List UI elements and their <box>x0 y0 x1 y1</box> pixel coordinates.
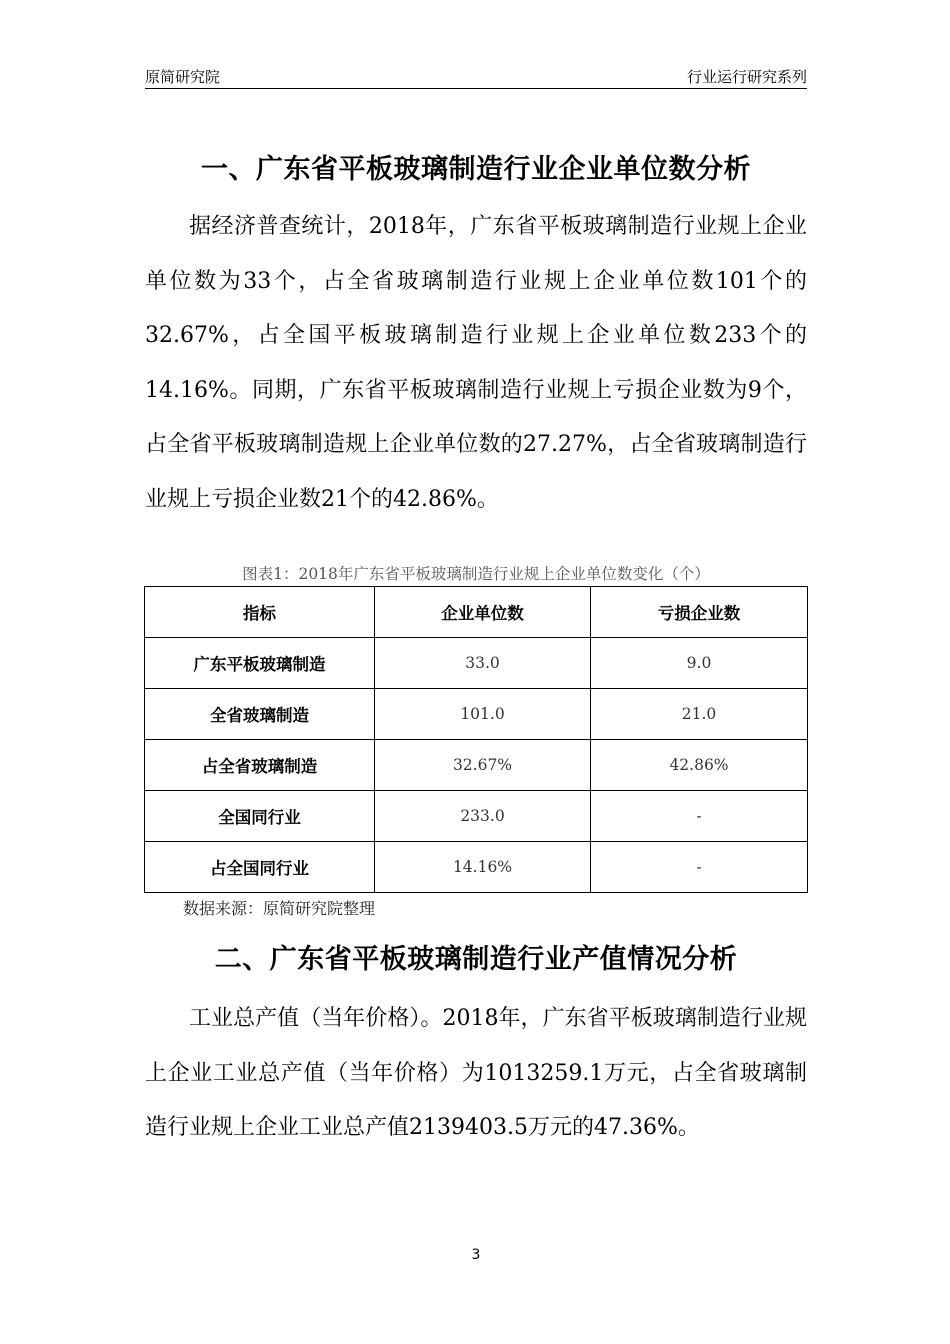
cell-loss-count: 9.0 <box>591 638 808 689</box>
table-row <box>145 842 808 893</box>
section1-paragraph: 据经济普查统计，2018年，广东省平板玻璃制造行业规上企业单位数为33个，占全省玻璃制造行业规上企业单位数101个的32.67%，占全国平板玻璃制造行业规上企业单位数233个的14.16%。同期，广东省平板玻璃制造行业规上亏损企业数为9个，占全省平板玻璃制造规上企业单位数的27.27%，占全省玻璃制造行业规上亏损企业数21个的42.86%。 <box>145 214 807 512</box>
cell-loss-count: 42.86% <box>591 740 808 791</box>
enterprise-count-table <box>144 586 808 893</box>
column-header-enterprise-count: 企业单位数 <box>375 587 591 638</box>
section2-heading: 二、广东省平板玻璃制造行业产值情况分析 <box>214 944 738 975</box>
table-header-row <box>145 587 808 638</box>
table-row <box>145 689 808 740</box>
table-row <box>145 638 808 689</box>
cell-enterprise-count: 33.0 <box>375 638 591 689</box>
page-header <box>145 64 807 89</box>
header-org-name: 原简研究院 <box>145 68 221 86</box>
cell-loss-count: - <box>591 842 808 893</box>
cell-loss-count: 21.0 <box>591 689 808 740</box>
header-series-name: 行业运行研究系列 <box>686 68 807 86</box>
section1-heading: 一、广东省平板玻璃制造行业企业单位数分析 <box>201 154 751 185</box>
row-label: 占全省玻璃制造 <box>145 740 375 791</box>
cell-enterprise-count: 101.0 <box>375 689 591 740</box>
cell-enterprise-count: 14.16% <box>375 842 591 893</box>
row-label: 广东平板玻璃制造 <box>145 638 375 689</box>
cell-enterprise-count: 233.0 <box>375 791 591 842</box>
row-label: 全省玻璃制造 <box>145 689 375 740</box>
page-number: 3 <box>471 1247 481 1263</box>
table-row <box>145 791 808 842</box>
data-source-note: 数据来源：原简研究院整理 <box>183 899 376 918</box>
column-header-loss-count: 亏损企业数 <box>591 587 808 638</box>
cell-loss-count: - <box>591 791 808 842</box>
section2-paragraph: 工业总产值（当年价格）。2018年，广东省平板玻璃制造行业规上企业工业总产值（当年价格）为1013259.1万元，占全省玻璃制造行业规上企业工业总产值2139403.5万元的47.36%。 <box>145 1006 807 1140</box>
cell-enterprise-count: 32.67% <box>375 740 591 791</box>
column-header-indicator: 指标 <box>145 587 375 638</box>
row-label: 全国同行业 <box>145 791 375 842</box>
row-label: 占全国同行业 <box>145 842 375 893</box>
table-row <box>145 740 808 791</box>
table-caption: 图表1：2018年广东省平板玻璃制造行业规上企业单位数变化（个） <box>242 565 710 583</box>
